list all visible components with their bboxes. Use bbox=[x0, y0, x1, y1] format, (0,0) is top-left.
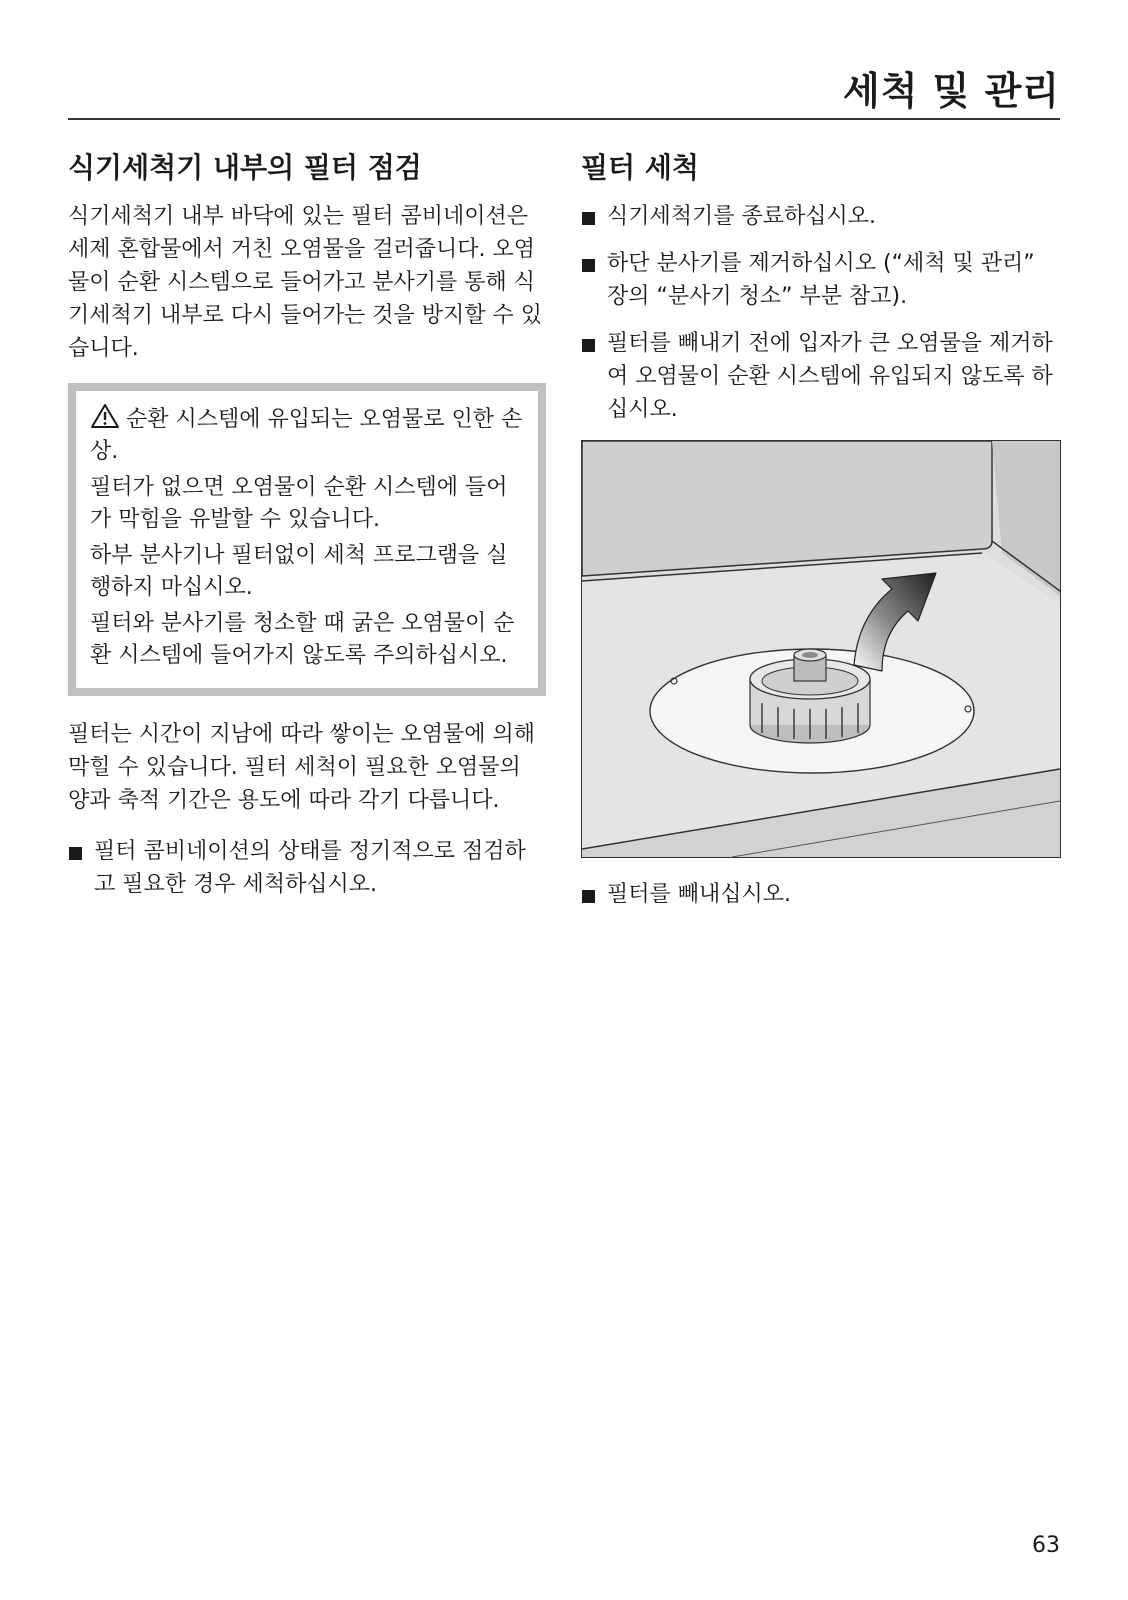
warning-paragraph: 필터와 분사기를 청소할 때 굵은 오염물이 순환 시스템에 들어가지 않도록 주의하십시오. bbox=[90, 611, 515, 668]
bullet-square-icon bbox=[581, 327, 607, 426]
warning-title-text: 순환 시스템에 유입되는 오염물로 인한 손상. bbox=[90, 407, 523, 464]
warning-box bbox=[68, 383, 546, 696]
bullet-square-icon bbox=[581, 878, 607, 911]
filter-inspection-heading: 식기세척기 내부의 필터 점검 bbox=[68, 151, 422, 184]
bullet-item bbox=[68, 835, 546, 901]
bullet-item bbox=[581, 200, 1061, 233]
bullet-item bbox=[581, 247, 1061, 313]
intro-paragraph: 식기세척기 내부 바닥에 있는 필터 콤비네이션은 세제 혼합물에서 거친 오염물을 걸러줍니다. 오염물이 순환 시스템으로 들어가고 분사기를 통해 식기세척기 내부로 다시 들어가는 것을 방지할 수 있습니다. bbox=[68, 204, 542, 361]
bullet-square-icon bbox=[68, 835, 94, 901]
clogging-paragraph: 필터는 시간이 지남에 따라 쌓이는 오염물에 의해 막힐 수 있습니다. 필터 세척이 필요한 오염물의 양과 축적 기간은 용도에 따라 각기 다릅니다. bbox=[68, 722, 536, 813]
warning-paragraph: 하부 분사기나 필터없이 세척 프로그램을 실행하지 마십시오. bbox=[90, 543, 508, 600]
section-title: 세척 및 관리 bbox=[843, 69, 1060, 113]
right-column bbox=[581, 140, 1061, 925]
bullet-text: 필터를 빼내기 전에 입자가 큰 오염물을 제거하여 오염물이 순환 시스템에 유입되지 않도록 하십시오. bbox=[607, 331, 1053, 422]
bullet-square-icon bbox=[581, 247, 607, 313]
bullet-text: 필터 콤비네이션의 상태를 정기적으로 점검하고 필요한 경우 세척하십시오. bbox=[94, 839, 526, 897]
warning-paragraph: 필터가 없으면 오염물이 순환 시스템에 들어가 막힘을 유발할 수 있습니다. bbox=[90, 475, 508, 532]
bullet-square-icon bbox=[581, 200, 607, 233]
title-divider bbox=[68, 118, 1060, 120]
bullet-item bbox=[581, 327, 1061, 426]
filter-removal-illustration bbox=[581, 440, 1061, 858]
bullet-item bbox=[581, 878, 1061, 911]
filter-cleaning-heading: 필터 세척 bbox=[581, 151, 699, 184]
warning-triangle-icon bbox=[90, 403, 120, 429]
bullet-text: 하단 분사기를 제거하십시오 (“세척 및 관리” 장의 “분사기 청소” 부분 참고). bbox=[607, 251, 1035, 309]
page-number: 63 bbox=[1032, 1533, 1060, 1558]
bullet-text: 필터를 빼내십시오. bbox=[607, 882, 792, 907]
left-column bbox=[68, 140, 546, 915]
bullet-text: 식기세척기를 종료하십시오. bbox=[607, 204, 877, 229]
warning-title bbox=[90, 403, 524, 468]
